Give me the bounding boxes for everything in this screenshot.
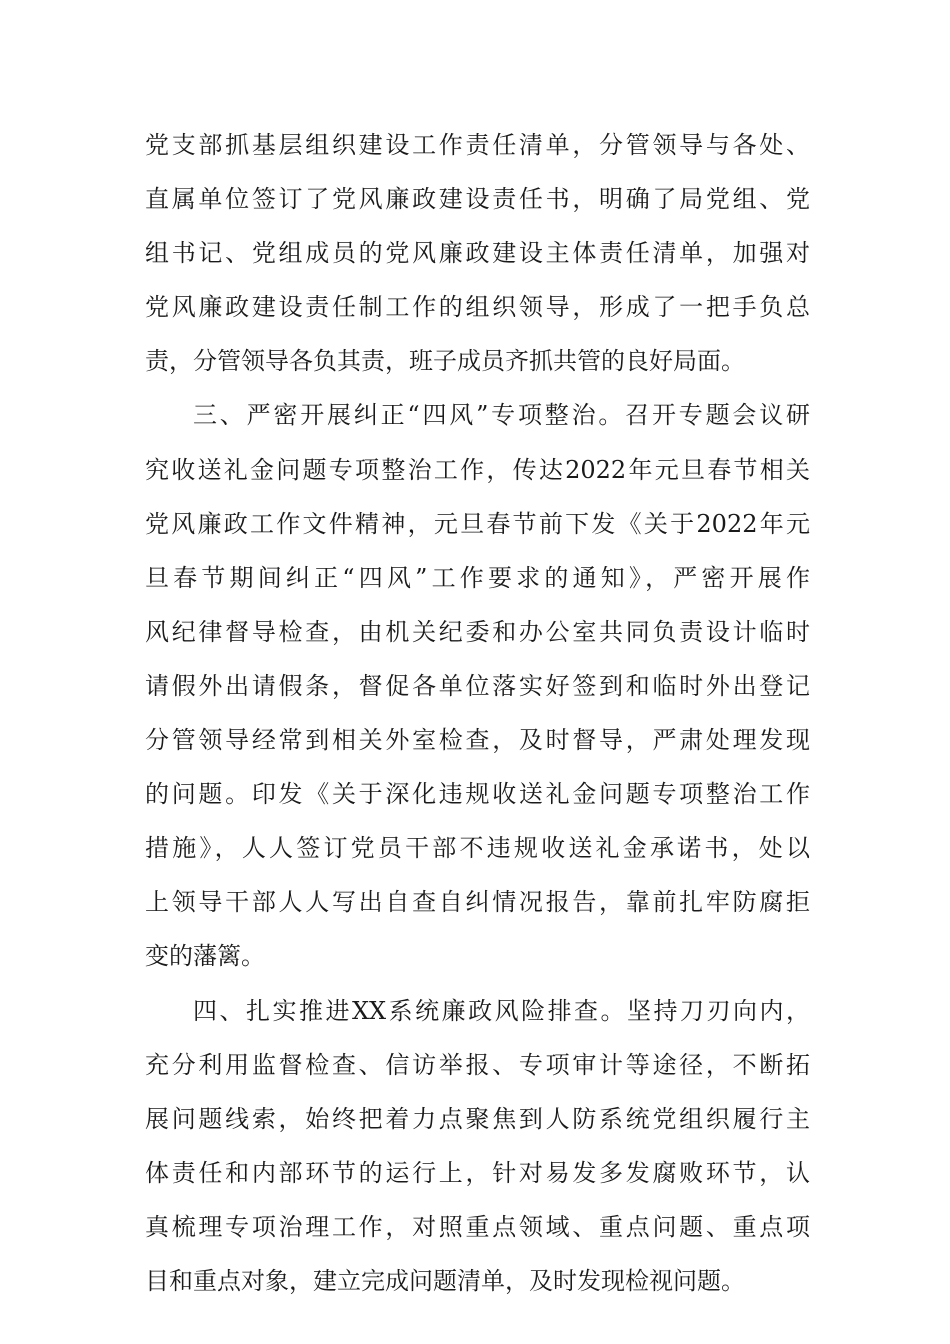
text-line: 党支部抓基层组织建设工作责任清单，分管领导与各处、 xyxy=(145,131,810,159)
text-line: 目和重点对象，建立完成问题清单，及时发现检视问题。 xyxy=(145,1266,745,1295)
text-line: 展问题线索，始终把着力点聚焦到人防系统党组织履行主 xyxy=(145,1104,810,1133)
section-heading-line: 四、扎实推进XX系统廉政风险排查。坚持刀刃向内， xyxy=(193,996,810,1025)
text-line: 旦春节期间纠正“四风”工作要求的通知》，严密开展作 xyxy=(145,563,810,592)
text-line: 党风廉政工作文件精神，元旦春节前下发《关于2022年元 xyxy=(145,509,810,538)
text-line: 党风廉政建设责任制工作的组织领导，形成了一把手负总 xyxy=(145,293,810,322)
body-text xyxy=(145,126,810,1316)
text-line: 措施》，人人签订党员干部不违规收送礼金承诺书，处以 xyxy=(145,834,810,863)
text-line: 充分利用监督检查、信访举报、专项审计等途径，不断拓 xyxy=(145,1050,810,1079)
text-line: 请假外出请假条，督促各单位落实好签到和临时外出登记 xyxy=(145,671,810,700)
text-line: 分管领导经常到相关外室检查，及时督导，严肃处理发现 xyxy=(145,726,810,755)
text-line: 上领导干部人人写出自查自纠情况报告，靠前扎牢防腐拒 xyxy=(145,888,810,917)
text-line: 组书记、党组成员的党风廉政建设主体责任清单，加强对 xyxy=(145,239,810,268)
text-line: 直属单位签订了党风廉政建设责任书，明确了局党组、党 xyxy=(145,185,810,214)
text-line: 的问题。印发《关于深化违规收送礼金问题专项整治工作 xyxy=(145,780,810,809)
text-line: 责，分管领导各负其责，班子成员齐抓共管的良好局面。 xyxy=(145,347,745,376)
text-line: 体责任和内部环节的运行上，针对易发多发腐败环节，认 xyxy=(145,1158,810,1187)
text-line: 究收送礼金问题专项整治工作，传达2022年元旦春节相关 xyxy=(145,455,810,484)
text-line: 真梳理专项治理工作，对照重点领域、重点问题、重点项 xyxy=(145,1212,810,1241)
section-heading-line: 三、严密开展纠正“四风”专项整治。召开专题会议研 xyxy=(193,401,810,430)
text-line: 变的藩篱。 xyxy=(145,942,265,971)
text-line: 风纪律督导检查，由机关纪委和办公室共同负责设计临时 xyxy=(145,617,810,646)
